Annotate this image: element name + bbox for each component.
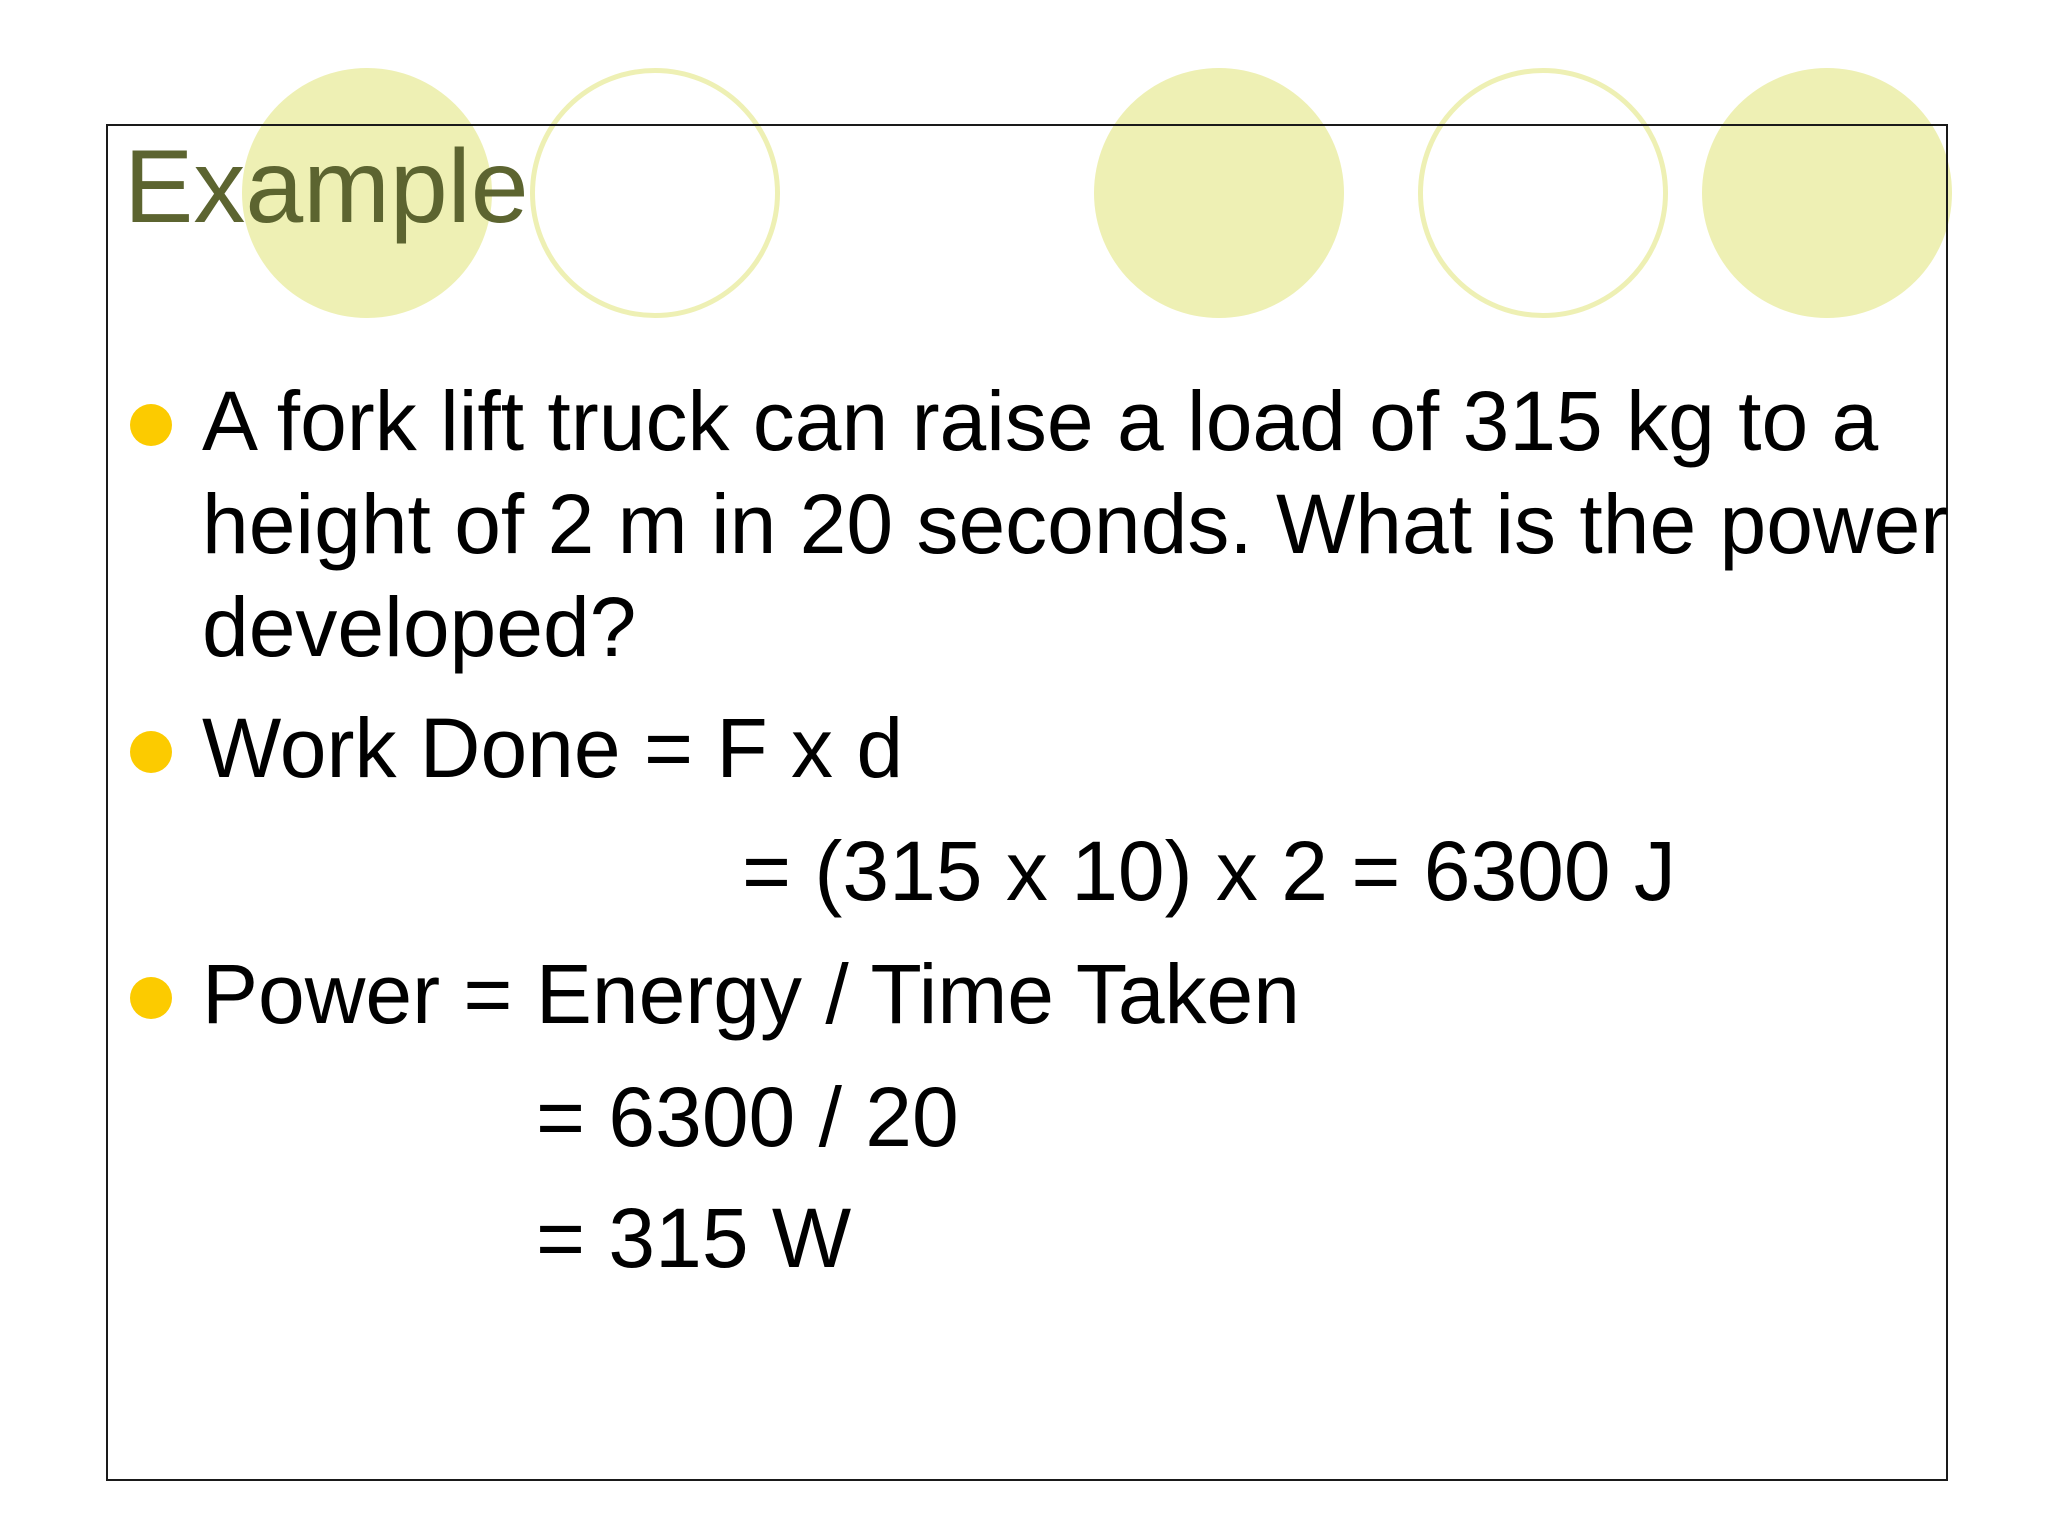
bullet-dot-icon <box>130 404 172 446</box>
slide-title: Example <box>124 129 529 245</box>
bullet-dot-icon <box>130 977 172 1019</box>
bullet-text: Work Done = F x d <box>202 701 904 795</box>
power-result: = 315 W <box>536 1191 852 1285</box>
slide-content <box>124 370 1949 1290</box>
bullet-text: Power = Energy / Time Taken <box>202 947 1300 1041</box>
power-calculation-step: = 6300 / 20 <box>536 1070 959 1164</box>
bullet-item-power <box>124 943 1914 1046</box>
work-done-calculation: = (315 x 10) x 2 = 6300 J <box>742 824 1676 918</box>
bullet-item-work-done <box>124 697 1914 800</box>
bullet-dot-icon <box>130 731 172 773</box>
bullet-item-problem <box>124 370 2002 679</box>
bullet-text: A fork lift truck can raise a load of 315 kg to a height of 2 m in 20 seconds. What is the power developed? <box>202 374 1949 674</box>
